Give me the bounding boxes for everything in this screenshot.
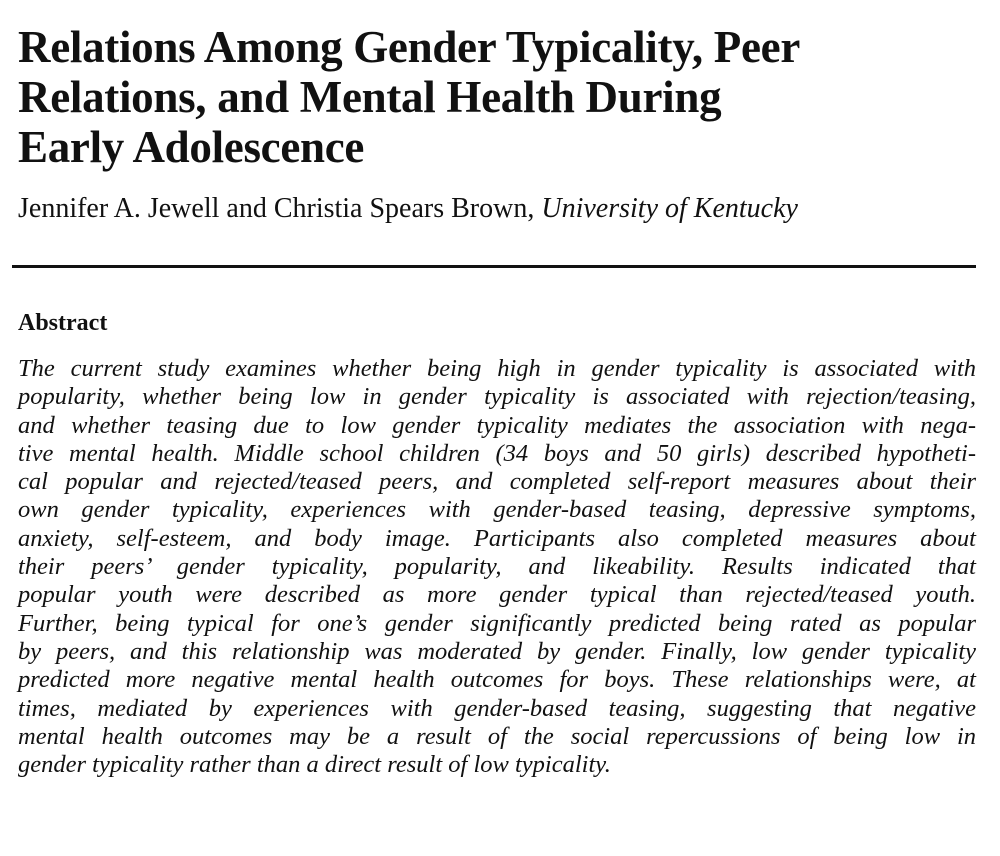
- abstract-line: anxiety, self-esteem, and body image. Participants also completed measures about: [18, 524, 976, 552]
- abstract-line: their peers’ gender typicality, popularity, and likeability. Results indicated that: [18, 553, 976, 581]
- divider-rule: [12, 265, 976, 268]
- abstract-line: predicted more negative mental health outcomes for boys. These relationships were, at: [18, 666, 976, 694]
- abstract-line: Further, being typical for one’s gender significantly predicted being rated as popular: [18, 609, 976, 637]
- abstract-line: times, mediated by experiences with gender-based teasing, suggesting that negative: [18, 694, 976, 722]
- title-line: Relations Among Gender Typicality, Peer: [18, 22, 801, 72]
- abstract-line: popular youth were described as more gender typical than rejected/teased youth.: [18, 581, 976, 609]
- author-line: [18, 192, 798, 226]
- affiliation: University of Kentucky: [541, 193, 798, 224]
- abstract-line: The current study examines whether being high in gender typicality is associated with: [18, 355, 976, 382]
- abstract-line: gender typicality rather than a direct result of low typicality.: [18, 751, 611, 779]
- title-line: Relations, and Mental Health During: [18, 72, 722, 122]
- abstract-line: by peers, and this relationship was moderated by gender. Finally, low gender typicality: [18, 637, 976, 665]
- authors: Jennifer A. Jewell and Christia Spears Brown,: [18, 193, 535, 224]
- abstract-line: cal popular and rejected/teased peers, and completed self-report measures about their: [18, 468, 976, 496]
- abstract-heading: Abstract: [18, 310, 108, 336]
- paper-title: [18, 22, 800, 172]
- abstract-line: mental health outcomes may be a result of the social repercussions of being low in: [18, 722, 976, 750]
- abstract-body: [18, 355, 976, 779]
- title-line: Early Adolescence: [18, 122, 365, 172]
- abstract-line: and whether teasing due to low gender typicality mediates the association with nega-: [18, 411, 976, 439]
- abstract-line: popularity, whether being low in gender typicality is associated with rejection/teasing,: [18, 383, 976, 411]
- abstract-line: tive mental health. Middle school children (34 boys and 50 girls) described hypotheti-: [18, 439, 976, 467]
- abstract-line: own gender typicality, experiences with gender-based teasing, depressive symptoms,: [18, 496, 976, 524]
